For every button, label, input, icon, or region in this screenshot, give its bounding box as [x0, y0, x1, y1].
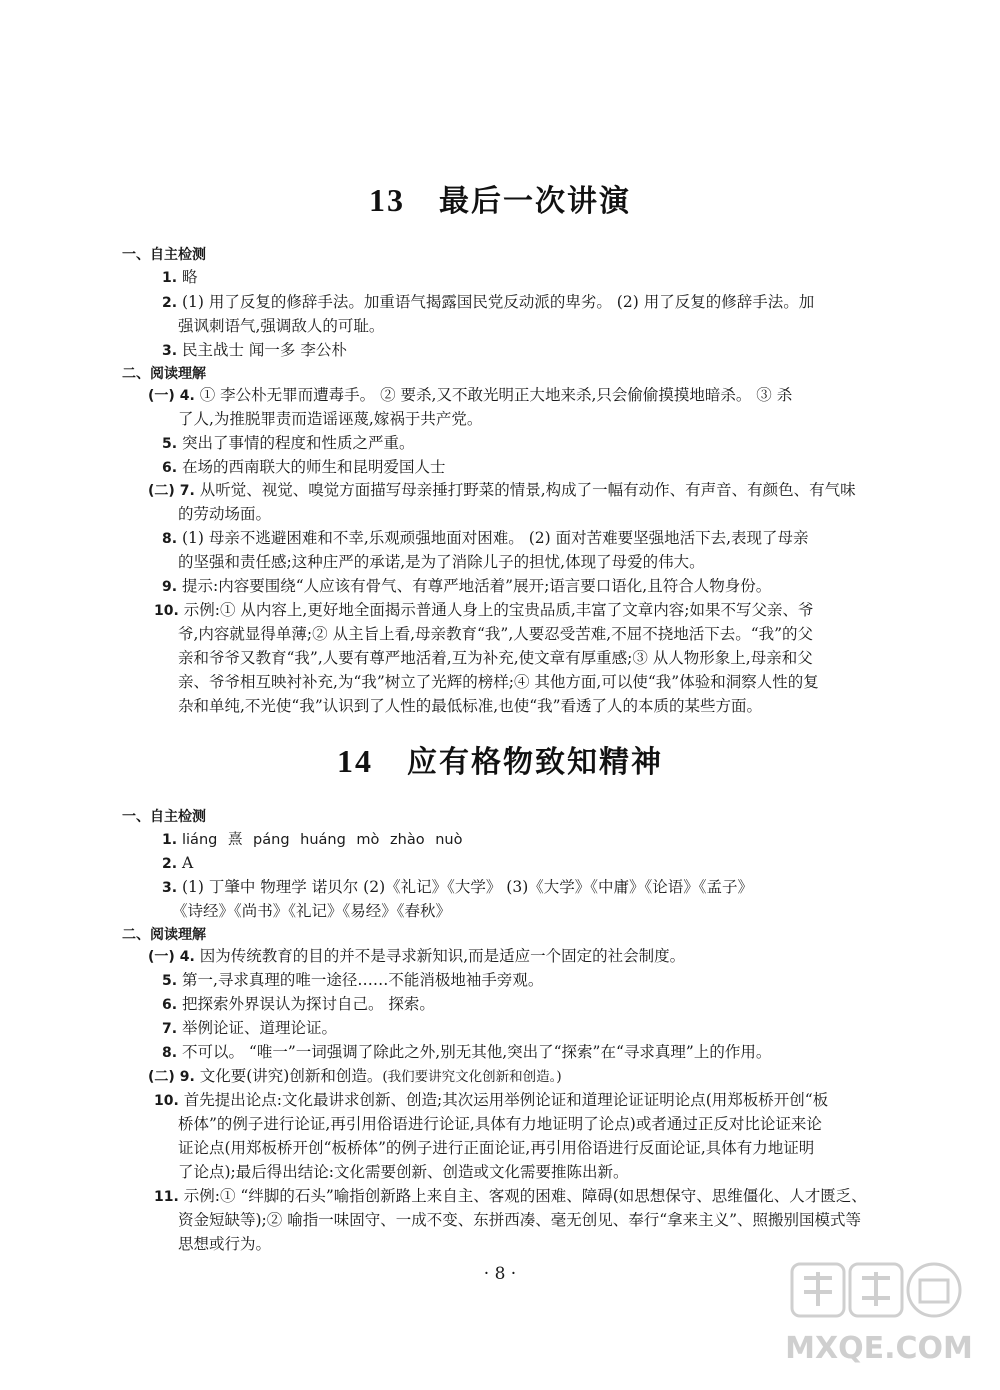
section-heading: 一、自主检测 — [122, 809, 206, 825]
watermark-text: MXQE.COM — [785, 1331, 973, 1366]
group-label: (一) — [148, 388, 175, 404]
answer-line — [162, 876, 753, 899]
answer-line — [162, 291, 814, 314]
answer-text: 从听觉、视觉、嗅觉方面描写母亲捶打野菜的情景,构成了一幅有动作、有声音、有颜色、有气味 — [199, 481, 856, 499]
answer-line — [154, 1185, 867, 1208]
question-number: 9. — [179, 1069, 195, 1085]
question-number: 8. — [162, 1045, 178, 1061]
lesson-14-number: 14 — [337, 743, 373, 779]
lesson-13-number: 13 — [369, 182, 405, 218]
answer-line: 了论点);最后得出结论:文化需要创新、创造或文化需要推陈出新。 — [178, 1163, 629, 1181]
answer-line: 爷,内容就显得单薄;② 从主旨上看,母亲教育“我”,人要忍受苦难,不屈不挠地活下去。“我”的父 — [178, 625, 814, 643]
watermark-logo-icon — [784, 1258, 974, 1378]
question-number: 4. — [179, 949, 195, 965]
page-number: · 8 · — [483, 1264, 517, 1284]
question-number: 10. — [154, 603, 179, 619]
answer-text: 文化要(讲究)创新和创造。 — [199, 1067, 383, 1085]
answer-text: 不可以。 “唯一”一词强调了除此之外,别无其他,突出了“探索”在“寻求真理”上的作用。 — [182, 1043, 772, 1061]
question-number: 10. — [154, 1093, 179, 1109]
lesson-13-title-text: 最后一次讲演 — [439, 184, 631, 219]
answer-line — [162, 852, 193, 875]
answer-text: 把探索外界误认为探讨自己。 探索。 — [182, 995, 435, 1013]
question-number: 7. — [179, 483, 195, 499]
question-number: 5. — [162, 973, 178, 989]
lesson-14-title — [0, 737, 1000, 781]
answer-text: A — [182, 854, 194, 872]
group-label: (一) — [148, 949, 175, 965]
answer-line: 亲、爷爷相互映衬补充,为“我”树立了光辉的榜样;④ 其他方面,可以使“我”体验和洞察人性的复 — [178, 673, 819, 691]
answer-line — [162, 432, 415, 455]
question-number: 3. — [162, 343, 178, 359]
answer-line — [148, 945, 685, 968]
answer-line: 思想或行为。 — [178, 1235, 272, 1253]
answer-line: 的坚强和责任感;这种庄严的承诺,是为了消除儿子的担忧,体现了母爱的伟大。 — [178, 553, 705, 571]
answer-line: 的劳动场面。 — [178, 505, 272, 523]
answer-text: 突出了事情的程度和性质之严重。 — [182, 434, 415, 452]
question-number: 6. — [162, 460, 178, 476]
group-label: (二) — [148, 1069, 175, 1085]
answer-line — [162, 339, 347, 362]
answer-text: 示例:① “绊脚的石头”喻指创新路上来自主、客观的困难、障碍(如思想保守、思维僵化、人才匮乏、 — [183, 1187, 867, 1205]
answer-line — [162, 969, 543, 992]
answer-line: 亲和爷爷又教育“我”,人要有尊严地活着,互为补充,使文章有厚重感;③ 从人物形象上,母亲和父 — [178, 649, 813, 667]
answer-line — [148, 479, 856, 502]
answer-line — [162, 828, 462, 851]
question-number: 7. — [162, 1021, 178, 1037]
answer-line — [162, 527, 809, 550]
answer-line — [162, 1017, 337, 1040]
answer-text: (1) 丁肇中 物理学 诺贝尔 (2)《礼记》《大学》 (3)《大学》《中庸》《论语》《孟子》 — [182, 878, 754, 896]
answer-text: liáng 熹 páng huáng mò zhào nuò — [182, 832, 463, 848]
lesson-14-title-text: 应有格物致知精神 — [407, 745, 663, 780]
answer-text: 在场的西南联大的师生和昆明爱国人士 — [182, 458, 446, 476]
answer-line — [154, 1089, 828, 1112]
section-heading: 二、阅读理解 — [122, 366, 206, 382]
answer-text: (1) 母亲不逃避困难和不幸,乐观顽强地面对困难。 (2) 面对苦难要坚强地活下去,表现了母亲 — [182, 529, 809, 547]
question-number: 1. — [162, 270, 178, 286]
section-heading: 一、自主检测 — [122, 247, 206, 263]
question-number: 2. — [162, 295, 178, 311]
answer-text: (1) 用了反复的修辞手法。加重语气揭露国民党反动派的卑劣。 (2) 用了反复的修辞手法。加 — [182, 293, 815, 311]
answer-text: 第一,寻求真理的唯一途径……不能消极地袖手旁观。 — [182, 971, 544, 989]
question-number: 6. — [162, 997, 178, 1013]
answer-line: 资金短缺等);② 喻指一味固守、一成不变、东拼西凑、毫无创见、奉行“拿来主义”、照搬别国模式等 — [178, 1211, 862, 1229]
answer-text: 示例:① 从内容上,更好地全面揭示普通人身上的宝贵品质,丰富了文章内容;如果不写父亲、爷 — [183, 601, 814, 619]
watermark-logo — [784, 1258, 974, 1378]
answer-line — [162, 575, 771, 598]
answer-line: 杂和单纯,不光使“我”认识到了人性的最低标准,也使“我”看透了人的本质的某些方面。 — [178, 697, 763, 715]
answer-line — [162, 266, 198, 289]
answer-line — [148, 1065, 562, 1088]
question-number: 9. — [162, 579, 178, 595]
question-number: 11. — [154, 1189, 179, 1205]
answer-line — [148, 384, 792, 407]
answer-line: 《诗经》《尚书》《礼记》《易经》《春秋》 — [172, 902, 452, 920]
answer-line: 证论点(用郑板桥开创“板桥体”的例子进行正面论证,再引用俗语进行反面论证,具体有力地证明 — [178, 1139, 815, 1157]
answer-text: 提示:内容要围绕“人应该有骨气、有尊严地活着”展开;语言要口语化,且符合人物身份。 — [182, 577, 772, 595]
answer-line — [154, 599, 813, 622]
answer-line: 强讽刺语气,强调敌人的可耻。 — [178, 317, 385, 335]
question-number: 8. — [162, 531, 178, 547]
answer-text: 略 — [182, 268, 198, 286]
answer-text: 首先提出论点:文化最讲求创新、创造;其次运用举例论证和道理论证证明论点(用郑板桥开创“板 — [183, 1091, 829, 1109]
answer-line: 桥体”的例子进行论证,再引用俗语进行论证,具体有力地证明了论点)或者通过正反对比论证来论 — [178, 1115, 822, 1133]
answer-note: (我们要讲究文化创新和创造。) — [382, 1069, 562, 1085]
question-number: 2. — [162, 856, 178, 872]
answer-line — [162, 456, 446, 479]
answer-text: 举例论证、道理论证。 — [182, 1019, 338, 1037]
section-heading: 二、阅读理解 — [122, 927, 206, 943]
answer-text: 民主战士 闻一多 李公朴 — [182, 341, 347, 359]
lesson-13-title — [0, 176, 1000, 220]
question-number: 5. — [162, 436, 178, 452]
question-number: 3. — [162, 880, 178, 896]
answer-line — [162, 993, 435, 1016]
answer-line — [162, 1041, 771, 1064]
answer-text: 因为传统教育的目的并不是寻求新知识,而是适应一个固定的社会制度。 — [199, 947, 686, 965]
question-number: 1. — [162, 832, 178, 848]
answer-text: ① 李公朴无罪而遭毒手。 ② 要杀,又不敢光明正大地来杀,只会偷偷摸摸地暗杀。 ③ 杀 — [199, 386, 793, 404]
question-number: 4. — [179, 388, 195, 404]
group-label: (二) — [148, 483, 175, 499]
answer-line: 了人,为推脱罪责而造谣诬蔑,嫁祸于共产党。 — [178, 410, 483, 428]
